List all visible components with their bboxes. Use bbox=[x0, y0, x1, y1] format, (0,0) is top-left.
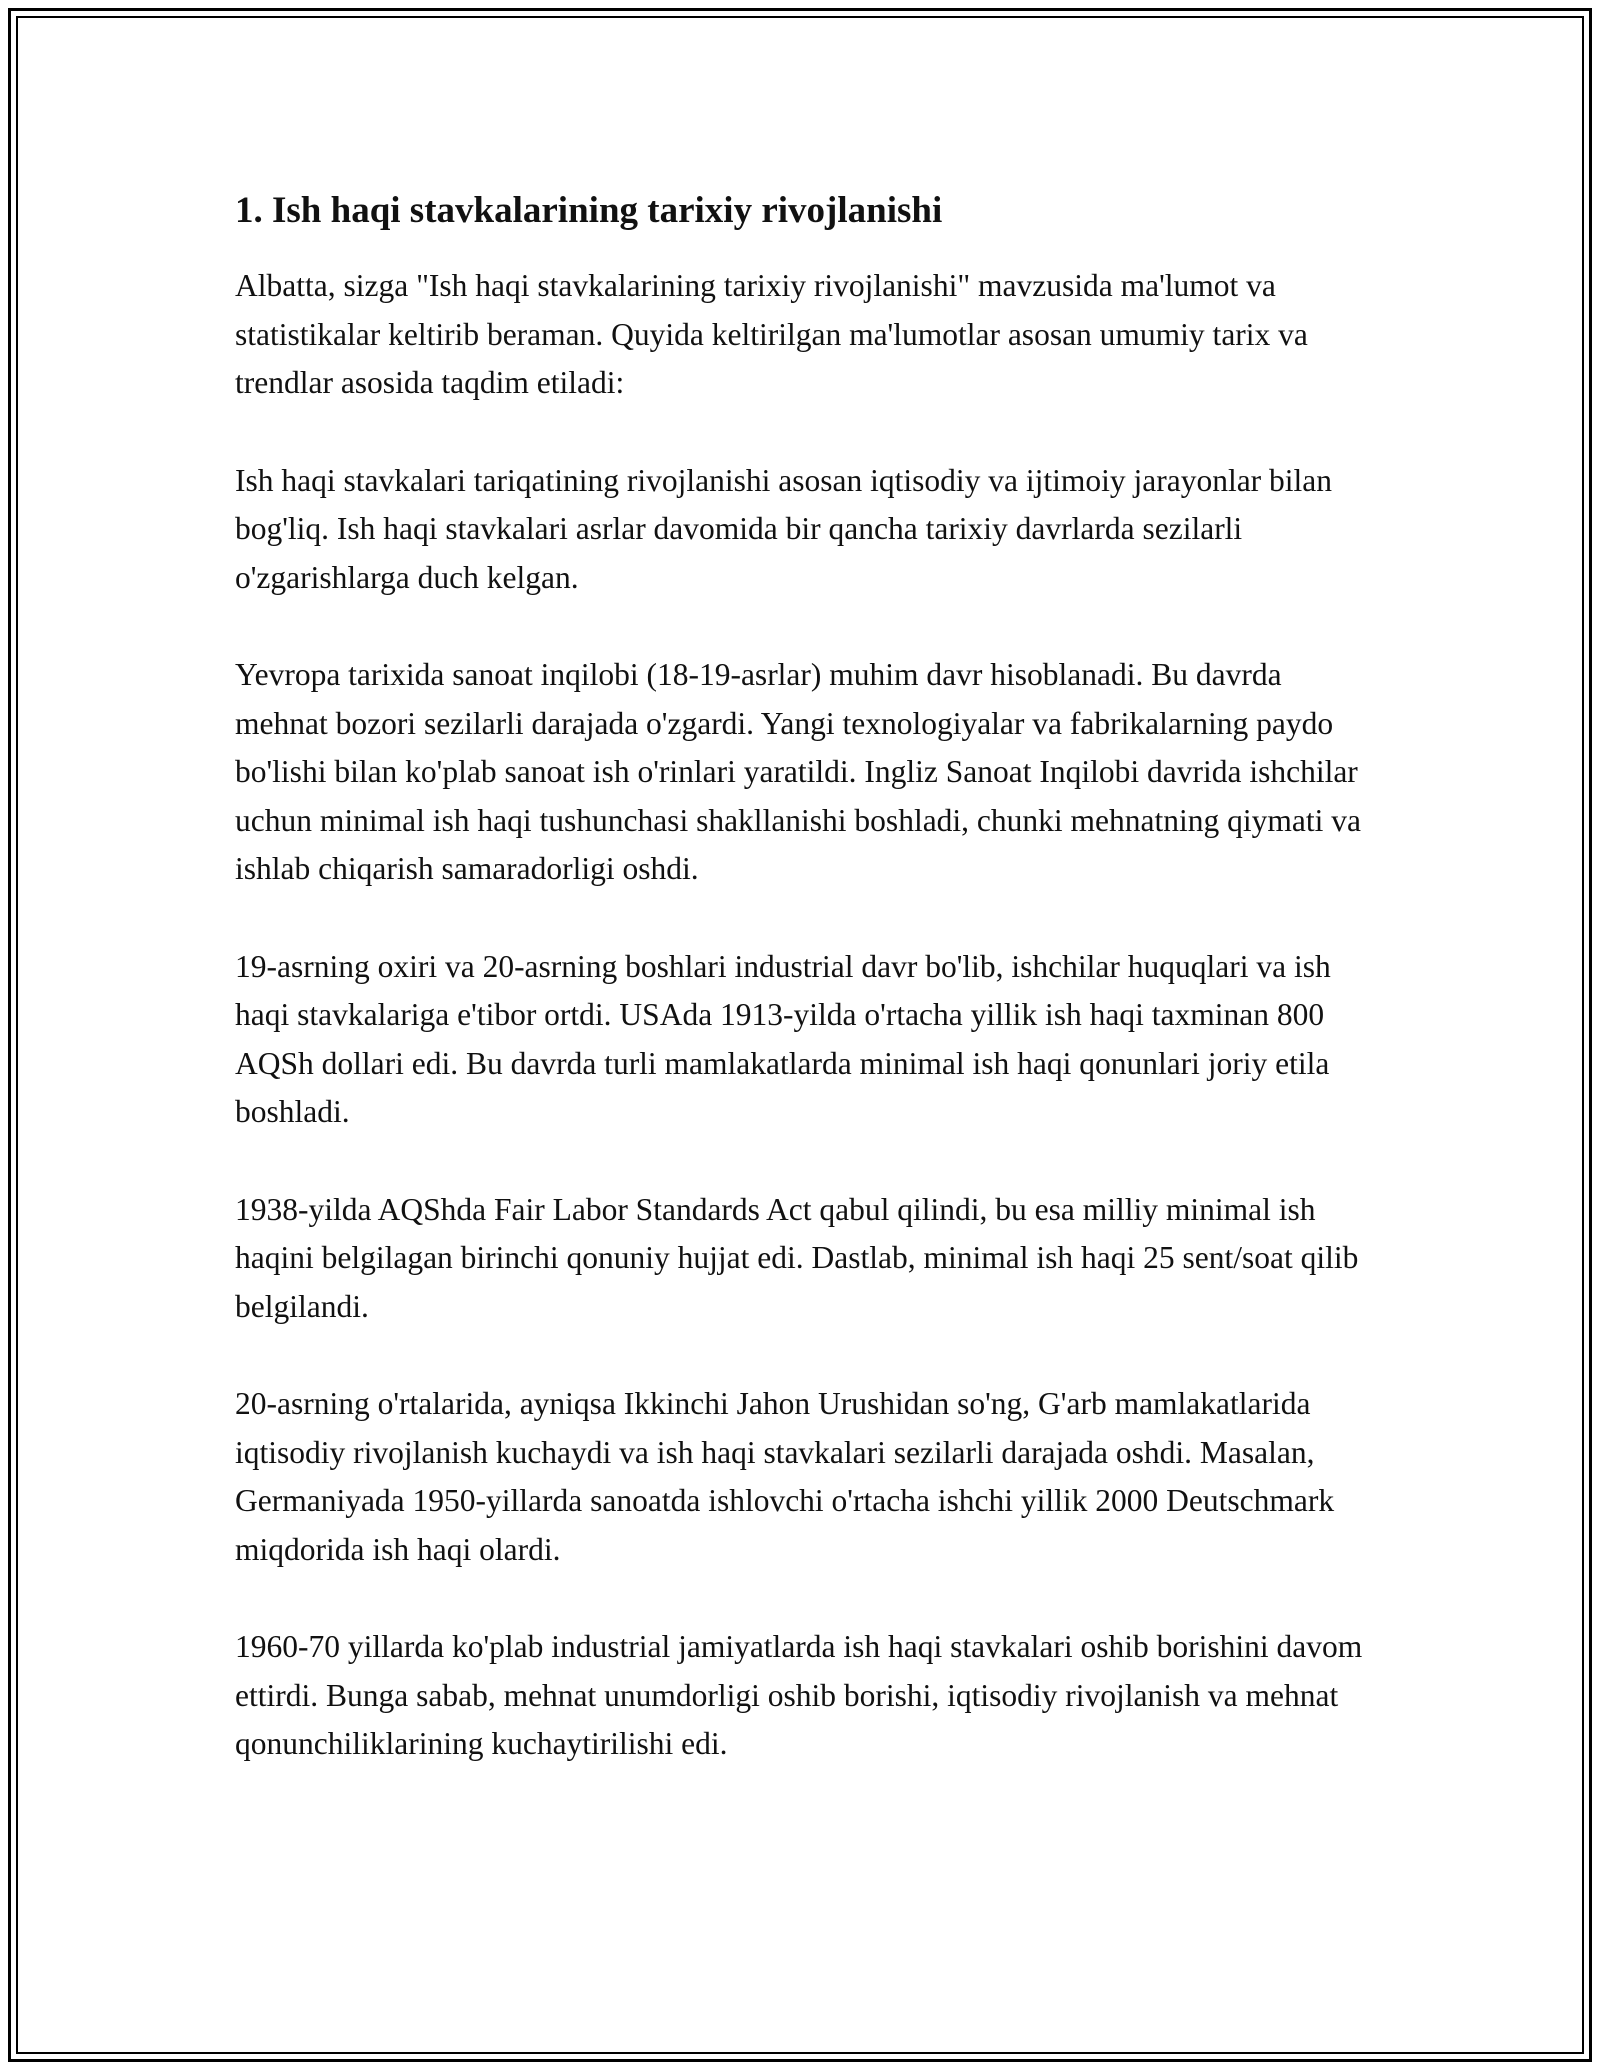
paragraph-overview: Ish haqi stavkalari tariqatining rivojlanishi asosan iqtisodiy va ijtimoiy jarayonlar bilan bog'liq. Ish haqi stavkalari asrlar davomida bir qancha tarixiy davrlarda sezilarli o'zgarishlarga duch kelgan. bbox=[235, 462, 1333, 595]
paragraph-intro: Albatta, sizga "Ish haqi stavkalarining tarixiy rivojlanishi" mavzusida ma'lumot va statistikalar keltirib beraman. Quyida keltirilgan ma'lumotlar asosan umumiy tarix va trendlar asosida taqdim etiladi: bbox=[235, 268, 1308, 400]
document-title: 1. Ish haqi stavkalarining tarixiy rivojlanishi bbox=[235, 190, 943, 231]
paragraph-industrial-revolution: Yevropa tarixida sanoat inqilobi (18-19-asrlar) muhim davr hisoblanadi. Bu davrda mehnat bozori sezilarli darajada o'zgardi. Yangi texnologiyalar va fabrikalarning paydo bo'lishi bilan ko'plab sanoat ish o'rinlari yaratildi. Ingliz Sanoat Inqilobi davrida ishchilar uchun minimal ish haqi tushunchasi shakllanishi boshladi, chunki mehnatning qiymati va ishlab chiqarish samaradorligi oshdi. bbox=[235, 657, 1361, 886]
paragraph-industrial-era: 19-asrning oxiri va 20-asrning boshlari industrial davr bo'lib, ishchilar huquqlari va ish haqi stavkalariga e'tibor ortdi. USAda 1913-yilda o'rtacha yillik ish haqi taxminan 800 AQSh dollari edi. Bu davrda turli mamlakatlarda minimal ish haqi qonunlari joriy etila boshladi. bbox=[235, 948, 1331, 1129]
paragraph-fair-labor-act: 1938-yilda AQShda Fair Labor Standards Act qabul qilindi, bu esa milliy minimal ish haqini belgilagan birinchi qonuniy hujjat edi. Dastlab, minimal ish haqi 25 sent/soat qilib belgilandi. bbox=[235, 1191, 1359, 1324]
document-body bbox=[235, 186, 1365, 1818]
paragraph-post-war: 20-asrning o'rtalarida, ayniqsa Ikkinchi Jahon Urushidan so'ng, G'arb mamlakatlarida iqtisodiy rivojlanish kuchaydi va ish haqi stavkalari sezilarli darajada oshdi. Masalan, Germaniyada 1950-yillarda sanoatda ishlovchi o'rtacha ishchi yillik 2000 Deutschmark miqdorida ish haqi olardi. bbox=[235, 1386, 1335, 1567]
paragraph-1960-70: 1960-70 yillarda ko'plab industrial jamiyatlarda ish haqi stavkalari oshib borishini davom ettirdi. Bunga sabab, mehnat unumdorligi oshib borishi, iqtisodiy rivojlanish va mehnat qonunchiliklarining kuchaytirilishi edi. bbox=[235, 1629, 1363, 1761]
